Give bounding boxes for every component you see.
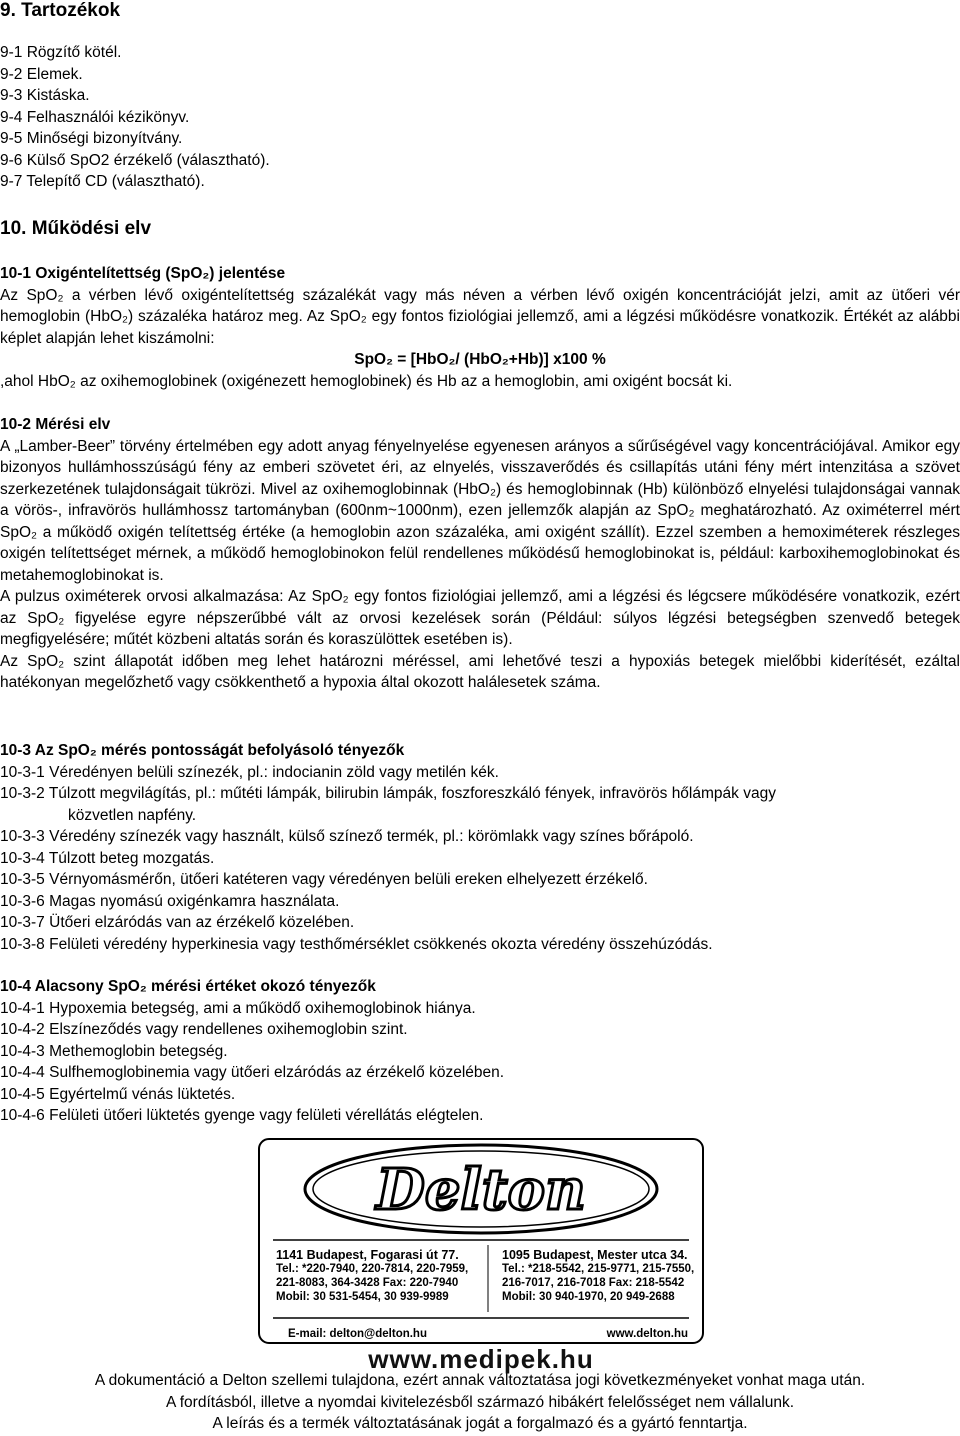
item-text: Véredényen belüli színezék, pl.: indocianin zöld vagy metilén kék. — [49, 763, 499, 781]
delton-brand-text: Delton — [376, 1157, 586, 1223]
item-text: Magas nyomású oxigénkamra használata. — [49, 892, 340, 910]
website-text: www.delton.hu — [606, 1328, 688, 1340]
medipek-url: www.medipek.hu — [368, 1344, 594, 1374]
item-number: 10-4-3 — [0, 1042, 45, 1060]
item-number: 10-3-3 — [0, 828, 45, 845]
item-number: 10-4-6 — [0, 1107, 45, 1124]
section-10-2 — [0, 414, 960, 694]
section-10-3-heading: 10-3 Az SpO₂ mérés pontosságát befolyásoló tényezők — [0, 742, 405, 759]
right-address-line-4: Mobil: 30 940-1970, 20 949-2688 — [502, 1291, 675, 1303]
item-number: 10-3-2 — [0, 785, 45, 802]
accuracy-factor-item — [0, 912, 960, 934]
right-address-line-2: Tel.: *218-5542, 215-9771, 215-7550, — [502, 1263, 695, 1275]
low-reading-factor-item — [0, 998, 960, 1020]
section-10-1-heading: 10-1 Oxigéntelítettség (SpO₂) jelentése — [0, 265, 286, 282]
low-reading-factor-item — [0, 1041, 960, 1063]
email-text: E-mail: delton@delton.hu — [288, 1328, 427, 1340]
section-10-1 — [0, 263, 960, 392]
left-address-line-1: 1141 Budapest, Fogarasi út 77. — [276, 1248, 459, 1262]
accessory-item: 9-4 Felhasználói kézikönyv. — [0, 108, 190, 126]
section-10-2-paragraph-1: A „Lamber-Beer” törvény értelmében egy adott anyag fényelnyelése egyenesen arányos a sűrűségével vagy koncentrációjával. Amikor egy bizonyos hullámhosszúságú fény az emberi szövetet éri, az elnyelés, visszaverődés és csillapítás utáni fény mért intenzitása a szövet szerkezetének tulajdonságait tükrözi. Mivel az oxihemoglobinnak (HbO₂) és hemoglobinnak (Hb) különböző elnyelési tulajdonságai vannak a vörös-, infravörös hullámhossz tartományban (600nm~1000nm), ezen jellemzők alapján az SpO₂ meghatározható. Az oximéterrel mért SpO₂ a működő oxigén telítettség értéke (a hemoglobin azon százaléka, ami oxigént szállít). Ezzel szemben a hemoximéterek részleges oxigén telítettséget mérnek, a működő hemoglobinokon felül rendellenes működésű hemoglobinokat is, például: karboxihemoglobinokat és metahemoglobinokat is. — [0, 437, 960, 584]
item-number: 10-4-2 — [0, 1021, 45, 1038]
accessory-item: 9-7 Telepítő CD (választható). — [0, 173, 205, 190]
section-10-3 — [0, 740, 960, 955]
section-10-2-paragraph-3: Az SpO₂ szint állapotát időben meg lehet határozni méréssel, ami lehetővé teszi a hypoxiás betegek mielőbbi kiderítését, ezáltal hatékonyan megelőzhető vagy csökkenthető a hypoxia által okozott halálesetek száma. — [0, 652, 960, 691]
item-text: Felületi ütőeri lüktetés gyenge vagy felületi vérellátás elégtelen. — [49, 1107, 484, 1124]
section-9-title: 9. Tartozékok — [0, 0, 121, 21]
accuracy-factor-item — [0, 848, 960, 870]
accuracy-factor-item — [0, 762, 960, 784]
section-10-4 — [0, 976, 960, 1127]
left-address — [276, 1248, 486, 1304]
item-text: Felületi véredény hyperkinesia vagy testhőmérséklet csökkenés okozta véredény összehúzódás. — [49, 935, 713, 953]
spo2-formula: SpO₂ = [HbO₂/ (HbO₂+Hb)] x100 % — [354, 351, 606, 368]
low-reading-factor-item — [0, 1019, 960, 1041]
item-number: 10-3-7 — [0, 914, 45, 931]
left-address-line-3: 221-8083, 364-3428 Fax: 220-7940 — [276, 1277, 459, 1289]
low-reading-factor-item — [0, 1062, 960, 1084]
delton-logo-card — [258, 1137, 704, 1374]
section-10-title: 10. Működési elv — [0, 218, 152, 239]
item-number: 10-3-6 — [0, 892, 45, 910]
accuracy-factor-item — [0, 869, 960, 891]
item-text: Véredény színezék vagy használt, külső színező termék, pl.: körömlakk vagy színes bőrápoló. — [49, 828, 694, 845]
footer-line-2: A fordításból, illetve a nyomdai kivitelezésből származó hibákért felelősséget nem vállalunk. — [165, 1393, 795, 1411]
section-10-2-heading: 10-2 Mérési elv — [0, 416, 111, 433]
right-address — [502, 1248, 702, 1304]
item-continuation: közvetlen napfény. — [68, 806, 197, 824]
item-text: Túlzott megvilágítás, pl.: műtéti lámpák, bilirubin lámpák, foszforeszkáló fények, infravörös hőlámpák vagy — [48, 785, 776, 802]
item-text: Vérnyomásmérőn, ütőeri katéteren vagy véredényen belüli ereken elhelyezett érzékelő. — [49, 871, 648, 888]
accuracy-factor-item — [0, 891, 960, 913]
section-10-2-paragraph-2: A pulzus oximéterek orvosi alkalmazása: Az SpO₂ egy fontos fiziológiai jellemző, ami a légzési és légcsere működésére vonatkozik, ezért az SpO₂ figyelése egyre népszerűbbé vált az orvosi kezelések során (Például: súlyos légzési betegségben szenvedő betegek megfigyelésére; műtét közbeni altatás során és koraszülöttek esetében is). — [0, 588, 960, 648]
section-9-list — [0, 42, 960, 193]
item-text: Ütőeri elzáródás van az érzékelő közelében. — [49, 914, 355, 931]
item-number: 10-4-4 — [0, 1064, 45, 1081]
section-10-3-list — [0, 762, 960, 956]
item-number: 10-3-4 — [0, 849, 45, 867]
low-reading-factor-item — [0, 1105, 960, 1127]
left-address-line-4: Mobil: 30 531-5454, 30 939-9989 — [276, 1291, 449, 1303]
item-number: 10-3-1 — [0, 763, 45, 781]
accuracy-factor-item — [0, 934, 960, 956]
item-text: Egyértelmű vénás lüktetés. — [49, 1085, 236, 1103]
right-address-line-1: 1095 Budapest, Mester utca 34. — [502, 1248, 688, 1262]
section-10 — [0, 218, 960, 240]
left-address-line-2: Tel.: *220-7940, 220-7814, 220-7959, — [276, 1263, 469, 1275]
section-10-4-list — [0, 998, 960, 1127]
accessory-item: 9-2 Elemek. — [0, 65, 83, 83]
section-9 — [0, 0, 960, 193]
footer-disclaimer — [0, 1370, 960, 1435]
accessory-item: 9-5 Minőségi bizonyítvány. — [0, 130, 183, 147]
item-number: 10-4-1 — [0, 999, 45, 1017]
item-number: 10-3-5 — [0, 871, 45, 888]
low-reading-factor-item — [0, 1084, 960, 1106]
accessory-item: 9-6 Külső SpO2 érzékelő (választható). — [0, 151, 270, 169]
right-address-line-3: 216-7017, 216-7018 Fax: 218-5542 — [502, 1277, 685, 1289]
accessory-item: 9-1 Rögzítő kötél. — [0, 44, 122, 61]
accessory-item: 9-3 Kistáska. — [0, 87, 90, 104]
item-text: Elszíneződés vagy rendellenes oxihemoglobin szint. — [49, 1021, 408, 1038]
section-10-4-heading: 10-4 Alacsony SpO₂ mérési értéket okozó tényezők — [0, 978, 376, 995]
item-text: Methemoglobin betegség. — [49, 1042, 228, 1060]
section-10-1-after: ,ahol HbO₂ az oxihemoglobinek (oxigénezett hemoglobinek) és Hb az a hemoglobin, ami oxigént bocsát ki. — [0, 372, 733, 390]
item-text: Sulfhemoglobinemia vagy ütőeri elzáródás az érzékelő közelében. — [49, 1064, 505, 1081]
footer-line-1: A dokumentáció a Delton szellemi tulajdona, ezért annak változtatása jogi következményeket vonhat maga után. — [94, 1372, 866, 1389]
item-text: Hypoxemia betegség, ami a működő oxihemoglobinok hiánya. — [49, 999, 476, 1017]
item-number: 10-3-8 — [0, 935, 45, 953]
accuracy-factor-item — [0, 783, 960, 826]
item-number: 10-4-5 — [0, 1085, 45, 1103]
accuracy-factor-item — [0, 826, 960, 848]
section-10-1-paragraph: Az SpO₂ a vérben lévő oxigéntelítettség százalékát vagy más néven a vérben lévő oxigén koncentrációját jelzi, amit az ütőeri vér hemoglobin (HbO₂) százaléka határoz meg. Az SpO₂ egy fontos fiziológiai jellemző, ami a légzési működésre vonatkozik. Értékét az alábbi képlet alapján lehet kiszámolni: — [0, 286, 960, 347]
footer-line-3: A leírás és a termék változtatásának jogát a forgalmazó és a gyártó fenntartja. — [212, 1415, 748, 1432]
item-text: Túlzott beteg mozgatás. — [48, 849, 215, 867]
contact-row — [288, 1324, 688, 1346]
